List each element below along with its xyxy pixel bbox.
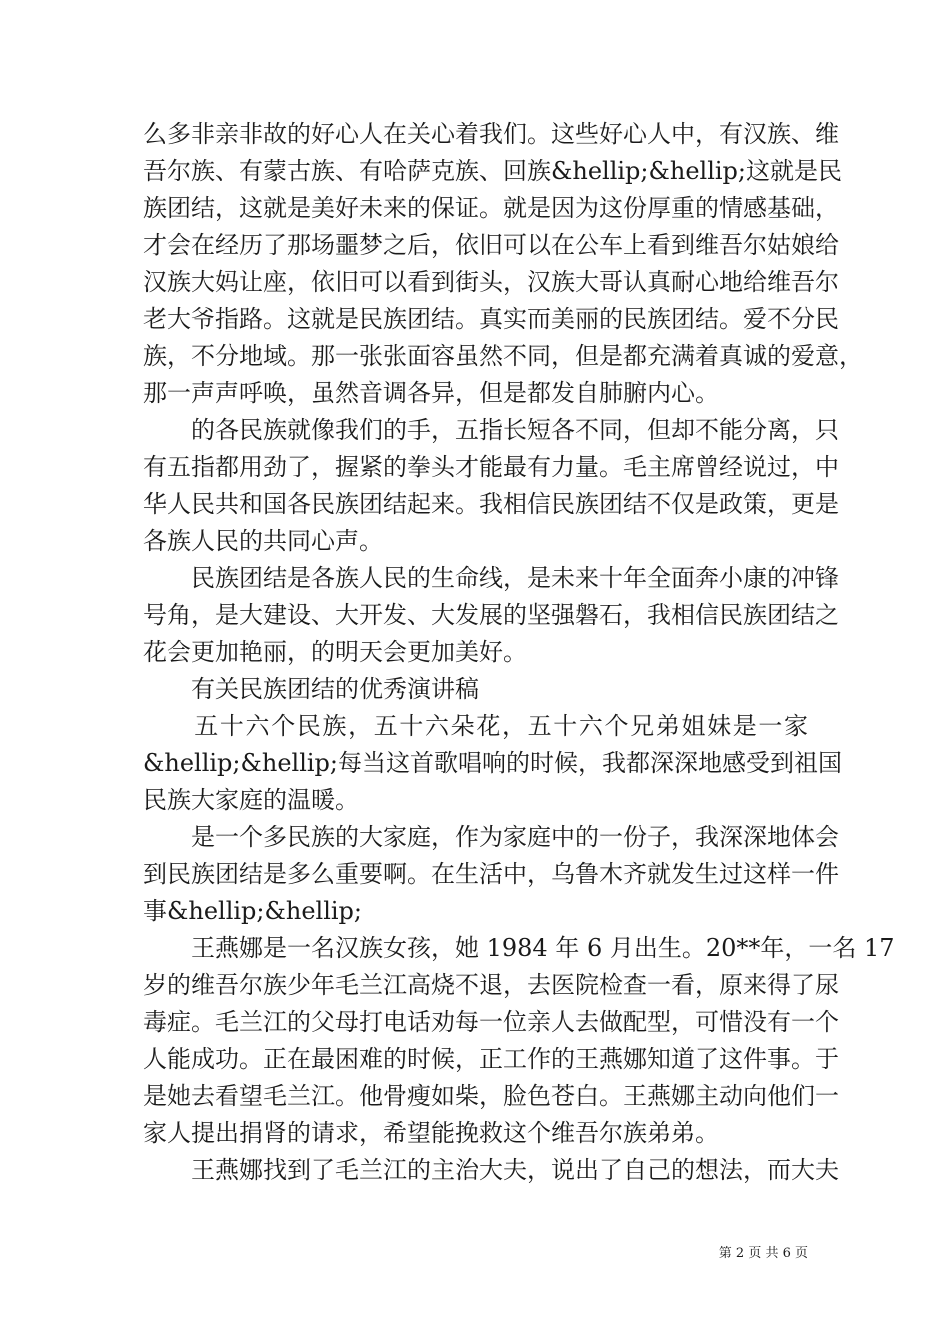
- text-line: 王燕娜找到了毛兰江的主治大夫，说出了自己的想法，而大夫: [143, 1156, 839, 1184]
- text-line: 到民族团结是多么重要啊。在生活中，乌鲁木齐就发生过这样一件: [143, 860, 839, 888]
- text-line: 民族团结是各族人民的生命线，是未来十年全面奔小康的冲锋: [143, 564, 839, 592]
- text-line: 族团结，这就是美好未来的保证。就是因为这份厚重的情感基础，: [143, 194, 839, 222]
- text-line: 五十六个民族，五十六朵花，五十六个兄弟姐妹是一家: [143, 712, 808, 740]
- page-number: 第 2 页 共 6 页: [718, 1246, 808, 1261]
- text-line: 号角，是大建设、大开发、大发展的坚强磐石，我相信民族团结之: [143, 601, 839, 629]
- text-line: 人能成功。正在最困难的时候，正工作的王燕娜知道了这件事。于: [143, 1045, 839, 1073]
- text-line: 是一个多民族的大家庭，作为家庭中的一份子，我深深地体会: [143, 823, 839, 851]
- text-line: 民族大家庭的温暖。: [143, 786, 359, 814]
- text-line: 是她去看望毛兰江。他骨瘦如柴，脸色苍白。王燕娜主动向他们一: [143, 1082, 839, 1110]
- text-line: 吾尔族、有蒙古族、有哈萨克族、回族&hellip;&hellip;这就是民: [143, 157, 842, 185]
- text-line: 王燕娜是一名汉族女孩，她 1984 年 6 月出生。20**年，一名 17: [143, 934, 895, 962]
- text-line: 的各民族就像我们的手，五指长短各不同，但却不能分离，只: [143, 416, 839, 444]
- text-line: 事&hellip;&hellip;: [143, 897, 362, 925]
- text-line: 岁的维吾尔族少年毛兰江高烧不退，去医院检查一看，原来得了尿: [143, 971, 839, 999]
- text-line: 家人提出捐肾的请求，希望能挽救这个维吾尔族弟弟。: [143, 1119, 719, 1147]
- text-line: 么多非亲非故的好心人在关心着我们。这些好心人中，有汉族、维: [143, 120, 839, 148]
- text-line: 各族人民的共同心声。: [143, 527, 383, 555]
- text-line: 华人民共和国各民族团结起来。我相信民族团结不仅是政策，更是: [143, 490, 839, 518]
- text-line: 汉族大妈让座，依旧可以看到街头，汉族大哥认真耐心地给维吾尔: [143, 268, 839, 296]
- text-line: 族，不分地域。那一张张面容虽然不同，但是都充满着真诚的爱意，: [143, 342, 863, 370]
- text-line: 那一声声呼唤，虽然音调各异，但是都发自肺腑内心。: [143, 379, 719, 407]
- text-line: 有五指都用劲了，握紧的拳头才能最有力量。毛主席曾经说过，中: [143, 453, 839, 481]
- text-line: 花会更加艳丽，的明天会更加美好。: [143, 638, 527, 666]
- text-line: 老大爷指路。这就是民族团结。真实而美丽的民族团结。爱不分民: [143, 305, 839, 333]
- text-line: 才会在经历了那场噩梦之后，依旧可以在公车上看到维吾尔姑娘给: [143, 231, 839, 259]
- text-line: 毒症。毛兰江的父母打电话劝每一位亲人去做配型，可惜没有一个: [143, 1008, 839, 1036]
- section-heading: 有关民族团结的优秀演讲稿: [143, 675, 479, 703]
- text-line: &hellip;&hellip;每当这首歌唱响的时候，我都深深地感受到祖国: [143, 749, 842, 777]
